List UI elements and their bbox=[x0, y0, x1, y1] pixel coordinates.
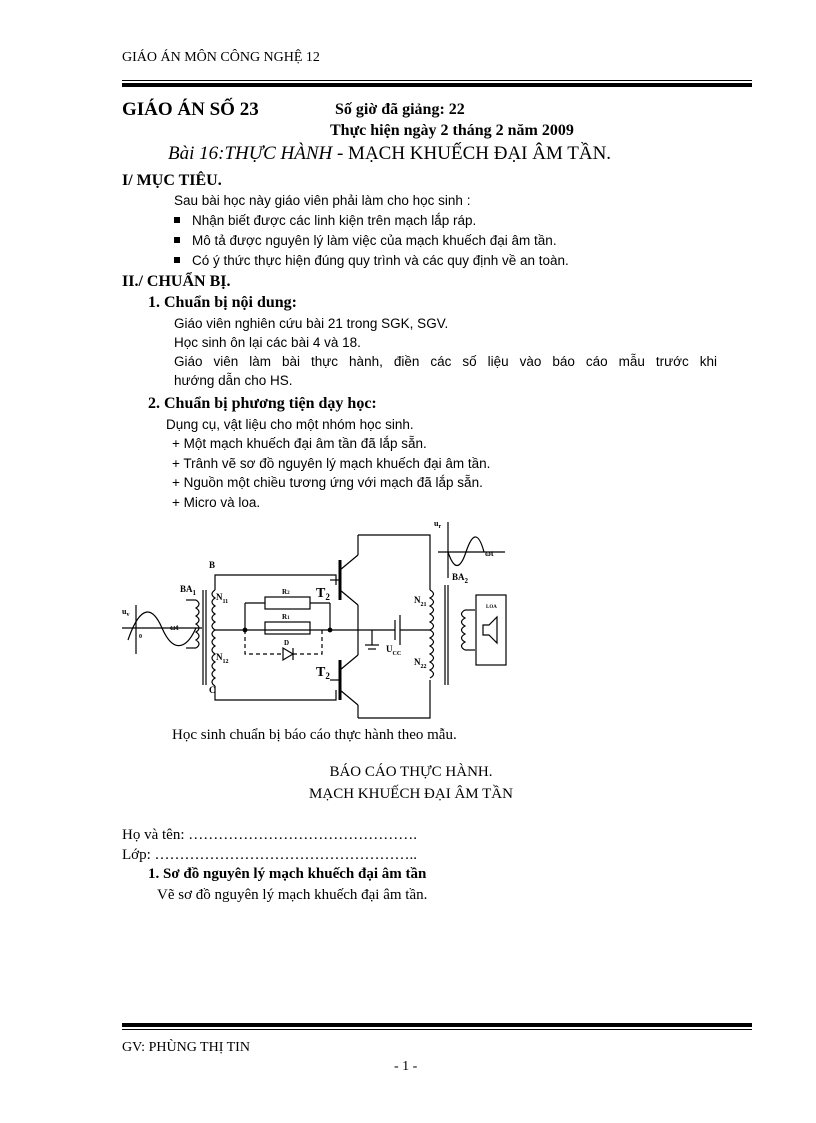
content-prep-heading: 1. Chuẩn bị nội dung: bbox=[148, 294, 297, 311]
speaker-icon bbox=[483, 617, 497, 643]
report-subtitle: MẠCH KHUẾCH ĐẠI ÂM TẦN bbox=[309, 786, 513, 802]
wire-c bbox=[215, 686, 336, 700]
label-n22: $N_{22}$ bbox=[414, 657, 427, 670]
means-prep-heading: 2. Chuẩn bị phương tiện dạy học: bbox=[148, 395, 377, 412]
objective-item: Nhận biết được các linh kiện trên mạch lắp ráp. bbox=[174, 213, 476, 228]
objective-item: Có ý thức thực hiện đúng quy trình và các quy định về an toàn. bbox=[174, 253, 569, 268]
means-prep-line: + Micro và loa. bbox=[172, 495, 261, 510]
input-waveform bbox=[128, 612, 196, 646]
objectives-intro: Sau bài học này giáo viên phải làm cho học sinh : bbox=[174, 193, 471, 208]
label-b: B bbox=[209, 560, 216, 570]
lesson-title-rest: - MẠCH KHUẾCH ĐẠI ÂM TẦN. bbox=[332, 143, 612, 164]
header-rule-thick bbox=[122, 83, 752, 87]
resistor-r1 bbox=[265, 622, 310, 634]
label-wt-in: ωt bbox=[170, 623, 179, 632]
lesson-date: Thực hiện ngày 2 tháng 2 năm 2009 bbox=[330, 122, 574, 139]
label-ba2: $BA_2$ bbox=[452, 572, 469, 585]
hours-taught: Số giờ đã giảng: 22 bbox=[335, 101, 465, 118]
name-field[interactable]: Họ và tên: ………………………………………. bbox=[122, 827, 417, 843]
footer-teacher: GV: PHÙNG THỊ TIN bbox=[122, 1040, 250, 1055]
lesson-title-italic: Bài 16:THỰC HÀNH bbox=[168, 143, 333, 164]
report-title: BÁO CÁO THỰC HÀNH. bbox=[329, 764, 493, 780]
label-t2-top: $T_2$ bbox=[316, 586, 330, 602]
label-wt-out: ωt bbox=[485, 549, 494, 558]
content-prep-line: Học sinh ôn lại các bài 4 và 18. bbox=[174, 335, 361, 350]
ba2-secondary-coil bbox=[462, 610, 466, 650]
resistor-r2 bbox=[265, 597, 310, 609]
ba1-primary-coil bbox=[196, 600, 199, 648]
ba1-secondary-coil bbox=[212, 590, 215, 686]
label-ba1: $BA_1$ bbox=[180, 584, 197, 597]
means-prep-line: Dụng cụ, vật liệu cho một nhóm học sinh. bbox=[166, 417, 414, 432]
label-zero: 0 bbox=[139, 634, 142, 640]
label-c: C bbox=[209, 685, 216, 695]
footer-rule-thin bbox=[122, 1029, 752, 1030]
header-rule-thin bbox=[122, 80, 752, 81]
bullet-square-icon bbox=[174, 257, 180, 263]
label-ur: $u_r$ bbox=[434, 519, 442, 530]
label-n21: $N_{21}$ bbox=[414, 595, 427, 608]
label-loa: LOA bbox=[486, 605, 497, 610]
report-section1-heading: 1. Sơ đồ nguyên lý mạch khuếch đại âm tần bbox=[148, 866, 427, 882]
preparation-heading: II./ CHUẨN BỊ. bbox=[122, 273, 231, 290]
label-ucc: $U_{CC}$ bbox=[386, 644, 402, 657]
means-prep-line: + Một mạch khuếch đại âm tần đã lắp sẵn. bbox=[172, 436, 427, 451]
lesson-title bbox=[168, 143, 611, 165]
label-d: D bbox=[284, 639, 290, 647]
bullet-square-icon bbox=[174, 237, 180, 243]
content-prep-line: Giáo viên nghiên cứu bài 21 trong SGK, SGV. bbox=[174, 316, 449, 331]
push-pull-amplifier-diagram bbox=[115, 515, 515, 727]
label-t2-bottom: $T_2$ bbox=[316, 665, 330, 681]
label-r2: R2 bbox=[282, 588, 290, 596]
objective-item: Mô tả được nguyên lý làm việc của mạch khuếch đại âm tần. bbox=[174, 233, 557, 248]
content-prep-line: Giáo viên làm bài thực hành, điền các số liệu vào báo cáo mẫu trước khi bbox=[174, 354, 717, 369]
report-section1-text: Vẽ sơ đồ nguyên lý mạch khuếch đại âm tần. bbox=[157, 887, 428, 903]
lesson-number: GIÁO ÁN SỐ 23 bbox=[122, 99, 259, 120]
output-waveform bbox=[448, 537, 484, 566]
class-field[interactable]: Lớp: …………………………………………….. bbox=[122, 847, 418, 863]
diode-d bbox=[283, 648, 293, 660]
ba2-primary-coil bbox=[430, 590, 434, 678]
label-uv: $u_v$ bbox=[122, 607, 130, 618]
label-r1: R1 bbox=[282, 613, 290, 621]
page-number: - 1 - bbox=[394, 1059, 418, 1074]
label-n12: $N_{12}$ bbox=[216, 652, 229, 665]
means-prep-line: + Trânh vẽ sơ đồ nguyên lý mạch khuếch đại âm tần. bbox=[172, 456, 491, 471]
footer-rule-thick bbox=[122, 1023, 752, 1027]
means-prep-line: + Nguồn một chiều tương ứng với mạch đã lắp sẵn. bbox=[172, 475, 483, 490]
label-n11: $N_{11}$ bbox=[216, 592, 229, 605]
bullet-square-icon bbox=[174, 217, 180, 223]
content-prep-line: hướng dẫn cho HS. bbox=[174, 373, 293, 388]
page-header-title: GIÁO ÁN MÔN CÔNG NGHỆ 12 bbox=[122, 50, 320, 65]
student-note: Học sinh chuẩn bị báo cáo thực hành theo mẫu. bbox=[172, 727, 457, 743]
objectives-heading: I/ MỤC TIÊU. bbox=[122, 172, 222, 189]
